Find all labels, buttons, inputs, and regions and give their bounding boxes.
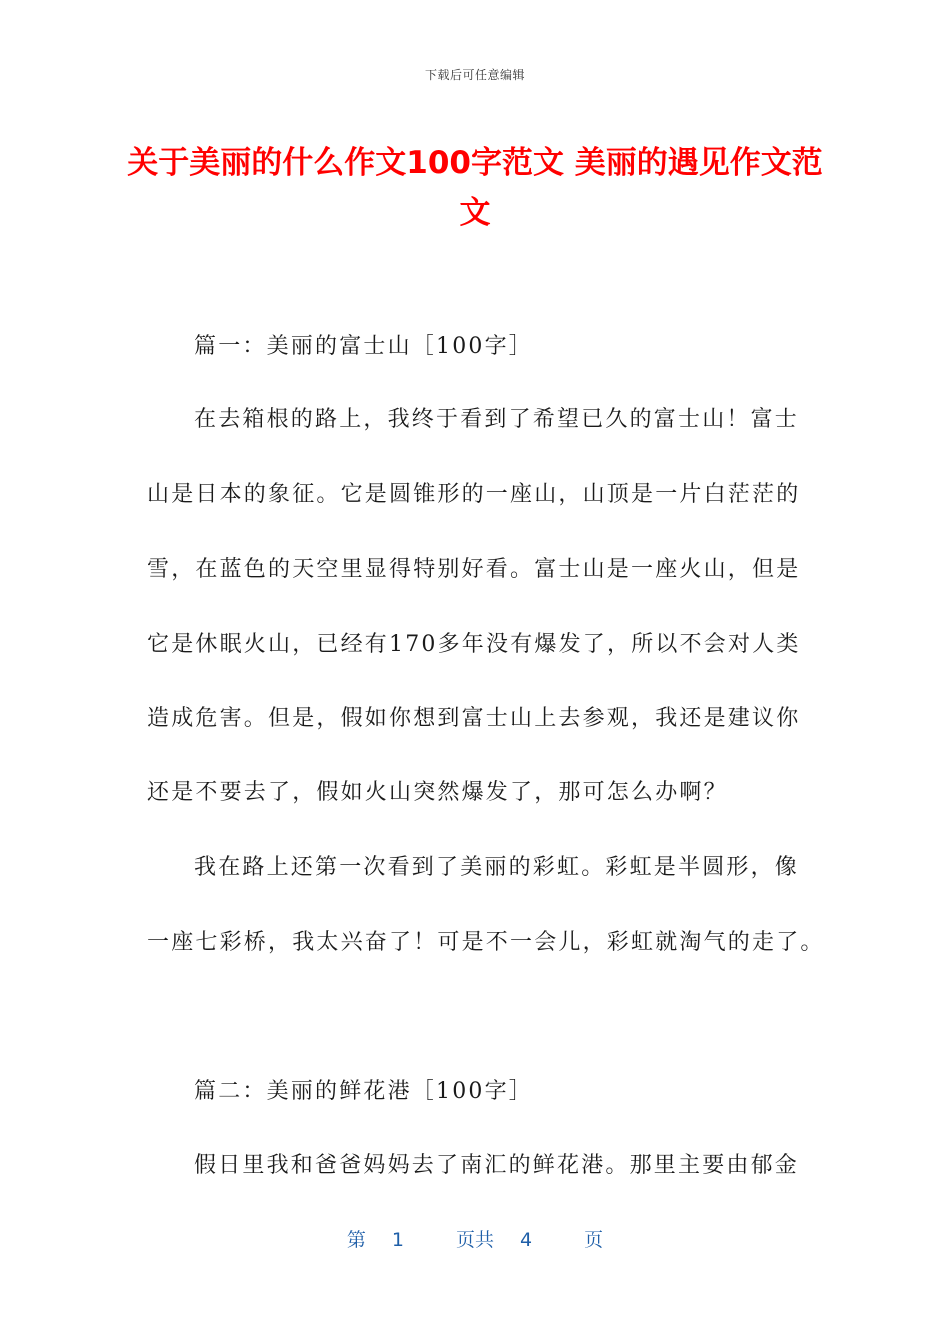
paragraph-line: 还是不要去了，假如火山突然爆发了，那可怎么办啊？	[147, 780, 728, 805]
paragraph-first-line: 篇一：美丽的富士山［100字］	[194, 334, 533, 359]
total-page-count: 4	[520, 1229, 533, 1251]
footer-middle: 页共	[455, 1229, 494, 1251]
footer-suffix: 页	[584, 1229, 604, 1251]
paragraph-line: 雪，在蓝色的天空里显得特别好看。富士山是一座火山，但是	[147, 557, 801, 582]
paragraph-first-line: 我在路上还第一次看到了美丽的彩虹。彩虹是半圆形，像	[194, 855, 800, 880]
paragraph-first-line: 假日里我和爸爸妈妈去了南汇的鲜花港。那里主要由郁金	[194, 1153, 800, 1178]
paragraph-first-line: 篇二：美丽的鲜花港［100字］	[194, 1079, 533, 1104]
paragraph-line: 一座七彩桥，我太兴奋了！可是不一会儿，彩虹就淘气的走了。	[147, 930, 825, 955]
header-note: 下载后可任意编辑	[424, 68, 525, 82]
current-page-number: 1	[391, 1229, 404, 1251]
document-title: 关于美丽的什么作文100字范文 美丽的遇见作文范文	[127, 145, 823, 231]
paragraph-first-line: 在去箱根的路上，我终于看到了希望已久的富士山！富士	[194, 407, 800, 432]
footer-prefix: 第	[346, 1229, 366, 1251]
paragraph-line: 山是日本的象征。它是圆锥形的一座山，山顶是一片白茫茫的	[147, 482, 801, 507]
page-footer	[0, 1225, 950, 1252]
paragraph-line: 它是休眠火山，已经有170多年没有爆发了，所以不会对人类	[147, 632, 801, 657]
paragraph-line: 造成危害。但是，假如你想到富士山上去参观，我还是建议你	[147, 706, 801, 731]
